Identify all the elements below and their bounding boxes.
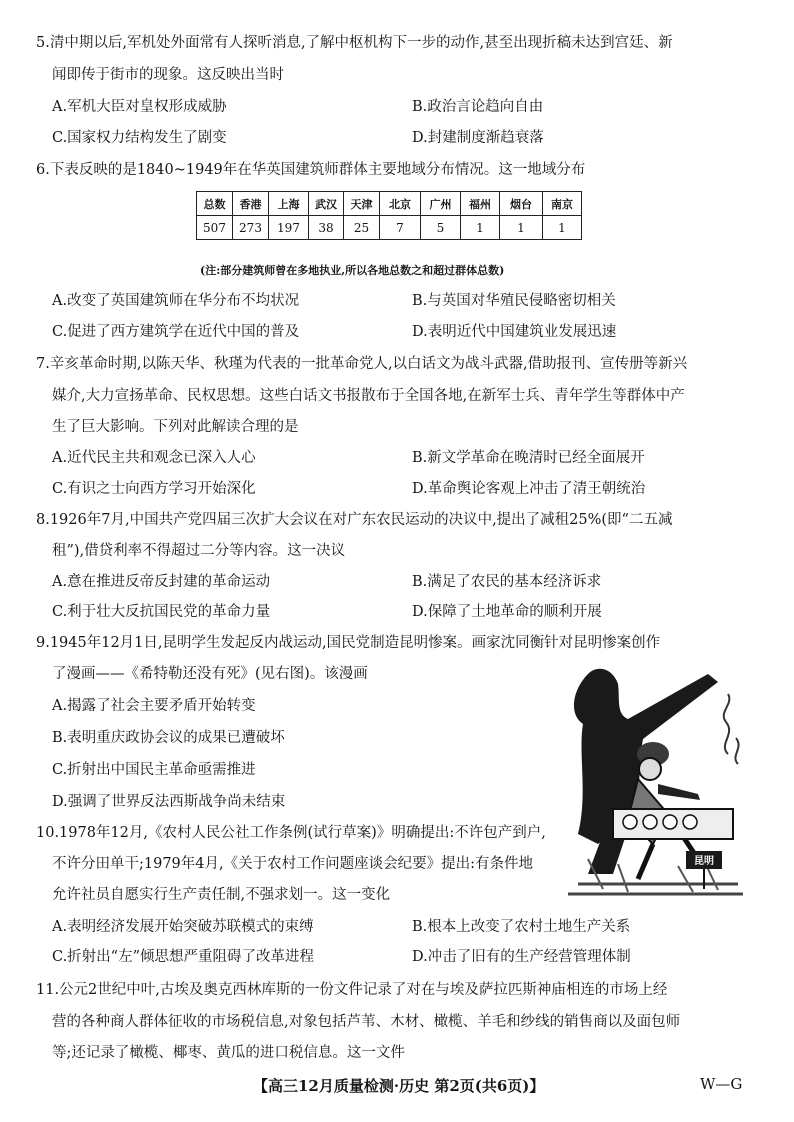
footer-paper-code: W—G: [700, 1075, 743, 1093]
q9-option-a: A.揭露了社会主要矛盾开始转变: [52, 698, 256, 714]
q7-stem-line-3: 生了巨大影响。下列对此解读合理的是: [52, 419, 299, 435]
q10-stem-line-2: 不许分田单干;1979年4月,《关于农村工作问题座谈会纪要》提出:有条件地: [52, 856, 534, 872]
q5-option-b: B.政治言论趋向自由: [412, 99, 544, 115]
table-row: [197, 216, 582, 240]
q7-stem-line-1: 7.辛亥革命时期,以陈天华、秋瑾为代表的一批革命党人,以白话文为战斗武器,借助报刊、宣传册等新兴: [36, 356, 688, 372]
q10-option-a: A.表明经济发展开始突破苏联模式的束缚: [52, 919, 314, 935]
cartoon-sign-label: 昆明: [694, 856, 714, 867]
table-header-cell: 烟台: [500, 192, 543, 216]
q10-option-b: B.根本上改变了农村土地生产关系: [412, 919, 631, 935]
q7-stem-line-2: 媒介,大力宣扬革命、民权思想。这些白话文书报散布于全国各地,在新军士兵、青年学生等群体中产: [52, 388, 685, 404]
q10-stem-line-3: 允许社员自愿实行生产责任制,不强求划一。这一变化: [52, 887, 391, 903]
q9-stem-line-1: 9.1945年12月1日,昆明学生发起反内战运动,国民党制造昆明惨案。画家沈同衡针对昆明惨案创作: [36, 635, 661, 651]
q5-stem-line-1: 5.清中期以后,军机处外面常有人探听消息,了解中枢机构下一步的动作,甚至出现折稿未达到宫廷、新: [36, 35, 673, 51]
table-note: (注:部分建筑师曾在多地执业,所以各地总数之和超过群体总数): [200, 264, 505, 277]
q5-option-a: A.军机大臣对皇权形成威胁: [52, 99, 227, 115]
table-cell: 38: [309, 216, 344, 240]
q8-option-c: C.利于壮大反抗国民党的革命力量: [52, 604, 271, 620]
q8-option-a: A.意在推进反帝反封建的革命运动: [52, 574, 271, 590]
table-cell: 1: [500, 216, 543, 240]
q7-option-d: D.革命舆论客观上冲击了清王朝统治: [412, 481, 646, 497]
q10-stem-line-1: 10.1978年12月,《农村人民公社工作条例(试行草案)》明确提出:不许包产到户,: [36, 825, 546, 841]
table-header-cell: 广州: [421, 192, 461, 216]
architect-distribution-table: [196, 191, 582, 240]
table-cell: 1: [543, 216, 582, 240]
table-cell: 273: [233, 216, 269, 240]
table-cell: 7: [380, 216, 421, 240]
q11-stem-line-1: 11.公元2世纪中叶,古埃及奥克西林库斯的一份文件记录了对在与埃及萨拉匹斯神庙相连的市场上经: [36, 982, 668, 998]
table-cell: 507: [197, 216, 233, 240]
q9-option-c: C.折射出中国民主革命亟需推进: [52, 762, 256, 778]
table-header-row: [197, 192, 582, 216]
q8-stem-line-2: 租”),借贷利率不得超过二分等内容。这一决议: [52, 543, 346, 559]
q5-option-d: D.封建制度渐趋衰落: [412, 130, 544, 146]
q8-option-b: B.满足了农民的基本经济诉求: [412, 574, 602, 590]
q6-option-c: C.促进了西方建筑学在近代中国的普及: [52, 324, 300, 340]
table-cell: 25: [344, 216, 380, 240]
q10-option-c: C.折射出“左”倾思想严重阻碍了改革进程: [52, 949, 315, 965]
table-header-cell: 天津: [344, 192, 380, 216]
q6-option-d: D.表明近代中国建筑业发展迅速: [412, 324, 617, 340]
table-header-cell: 上海: [269, 192, 309, 216]
table-cell: 1: [461, 216, 500, 240]
table-header-cell: 武汉: [309, 192, 344, 216]
table-header-cell: 福州: [461, 192, 500, 216]
q5-option-c: C.国家权力结构发生了剧变: [52, 130, 227, 146]
table-header-cell: 南京: [543, 192, 582, 216]
table-header-cell: 总数: [197, 192, 233, 216]
q5-stem-line-2: 闻即传于街市的现象。这反映出当时: [52, 67, 284, 83]
q8-stem-line-1: 8.1926年7月,中国共产党四届三次扩大会议在对广东农民运动的决议中,提出了减租25%(即“二五减: [36, 512, 673, 528]
table-cell: 197: [269, 216, 309, 240]
footer-exam-info: 【高三12月质量检测·历史 第2页(共6页)】: [253, 1077, 545, 1095]
q7-option-c: C.有识之士向西方学习开始深化: [52, 481, 256, 497]
q8-option-d: D.保障了土地革命的顺利开展: [412, 604, 602, 620]
table-header-cell: 北京: [380, 192, 421, 216]
q6-option-b: B.与英国对华殖民侵略密切相关: [412, 293, 616, 309]
table-header-cell: 香港: [233, 192, 269, 216]
q11-stem-line-3: 等;还记录了橄榄、椰枣、黄瓜的进口税信息。这一文件: [52, 1045, 405, 1061]
q10-option-d: D.冲击了旧有的生产经营管理体制: [412, 949, 631, 965]
table-cell: 5: [421, 216, 461, 240]
q9-option-d: D.强调了世界反法西斯战争尚未结束: [52, 794, 286, 810]
q9-option-b: B.表明重庆政协会议的成果已遭破坏: [52, 730, 285, 746]
q9-stem-line-2: 了漫画——《希特勒还没有死》(见右图)。该漫画: [52, 666, 368, 682]
q6-option-a: A.改变了英国建筑师在华分布不均状况: [52, 293, 300, 309]
q11-stem-line-2: 营的各种商人群体征收的市场税信息,对象包括芦苇、木材、橄榄、羊毛和纱线的销售商以及面包师: [52, 1014, 681, 1030]
q7-option-a: A.近代民主共和观念已深入人心: [52, 450, 256, 466]
q7-option-b: B.新文学革命在晚清时已经全面展开: [412, 450, 645, 466]
q6-stem-line-1: 6.下表反映的是1840~1949年在华英国建筑师群体主要地域分布情况。这一地域分布: [36, 162, 586, 178]
